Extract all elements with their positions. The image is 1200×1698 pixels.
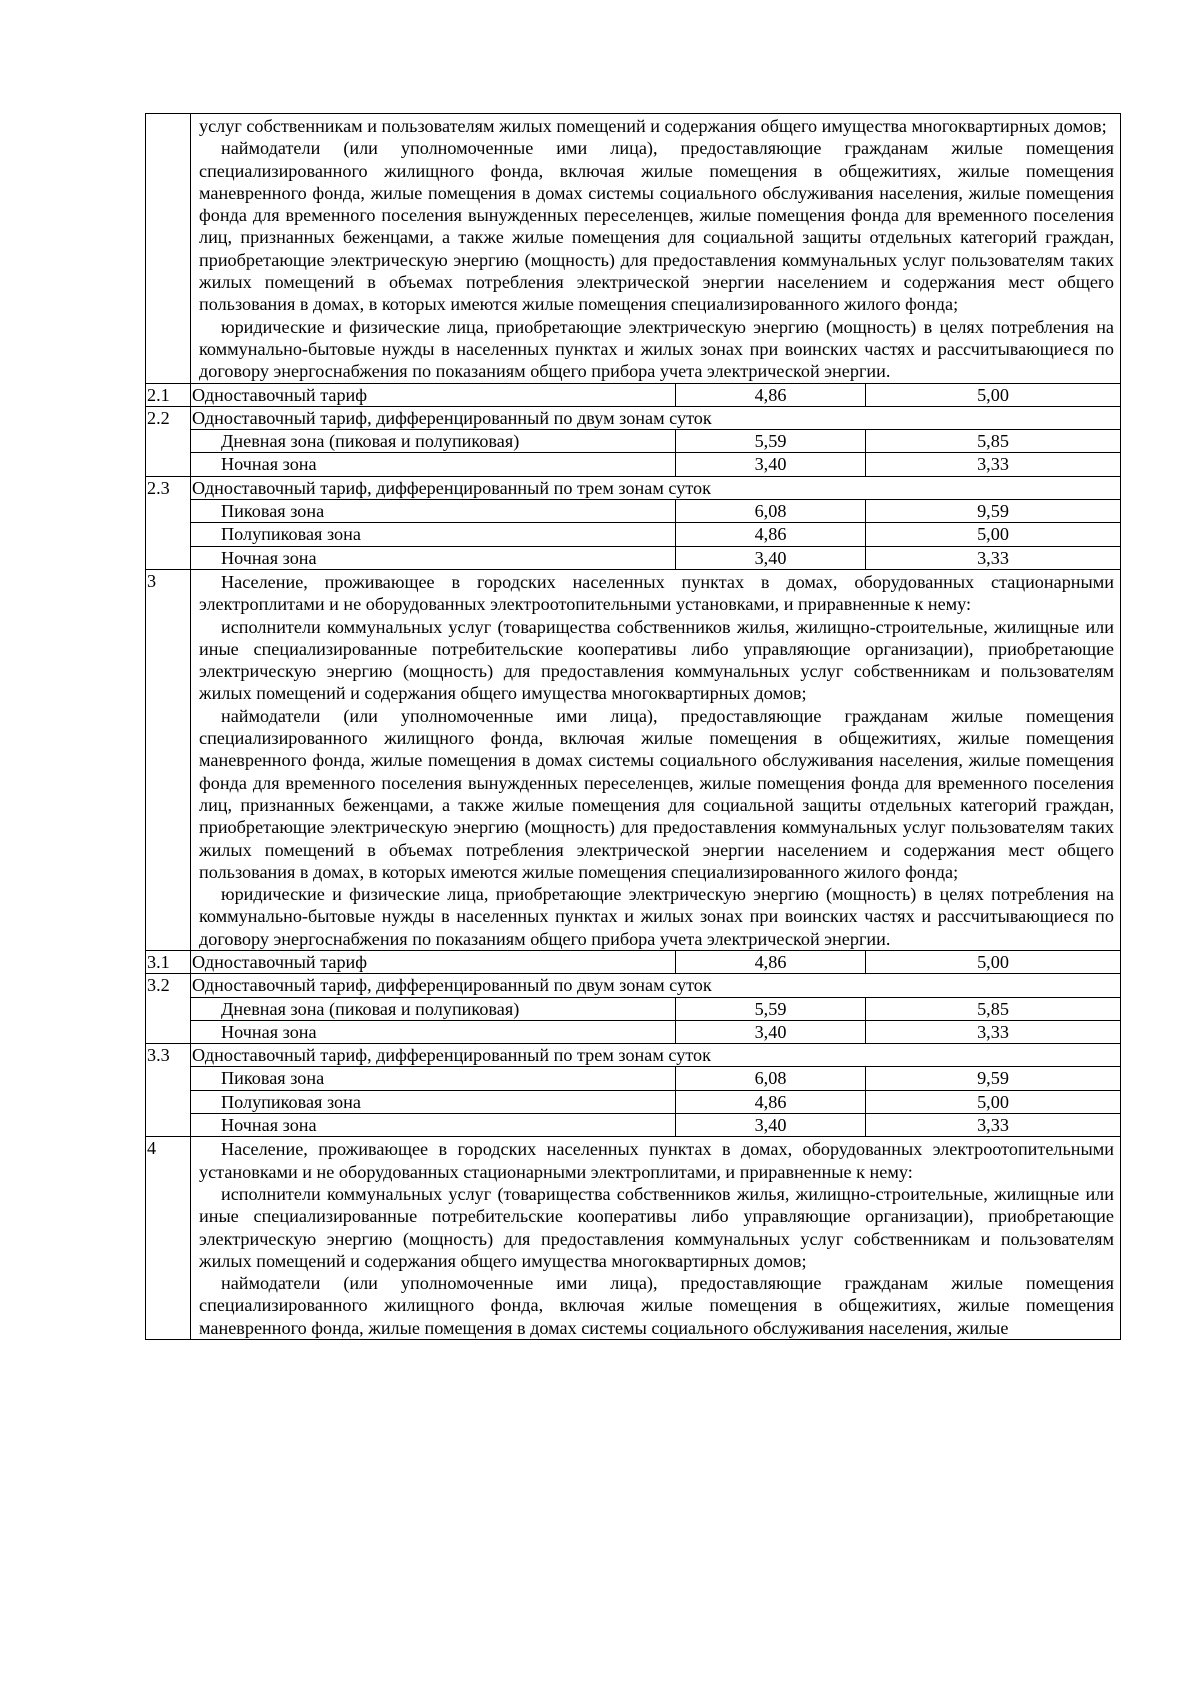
row-number: 2.3 <box>146 476 191 499</box>
tariff-value-1: 6,08 <box>676 500 866 523</box>
table-row <box>146 546 1121 569</box>
tariff-value-2: 5,00 <box>866 1090 1121 1113</box>
tariff-table <box>145 113 1121 1340</box>
row-number <box>146 1114 191 1137</box>
row-number: 3.3 <box>146 1044 191 1067</box>
paragraph: наймодатели (или уполномоченные ими лица), предоставляющие гражданам жилые помещения специализированного жилищного фонда, включая жилые помещения в общежитиях, жилые помещения маневренного фонда, жилые помещения в домах системы социального обслуживания населения, жилые <box>199 1273 1114 1338</box>
zone-label: Полупиковая зона <box>191 523 676 546</box>
tariff-value-2: 3,33 <box>866 453 1121 476</box>
zone-label: Дневная зона (пиковая и полупиковая) <box>191 430 676 453</box>
paragraph: юридические и физические лица, приобретающие электрическую энергию (мощность) в целях потребления на коммунально-бытовые нужды в населенных пунктах и жилых зонах при воинских частях и рассчитывающиеся по договору энергоснабжения по показаниям общего прибора учета электрической энергии. <box>199 316 1114 382</box>
table-row <box>146 383 1121 406</box>
row-number <box>146 1067 191 1090</box>
section-4-description <box>191 1137 1121 1340</box>
zone-label: Ночная зона <box>191 1114 676 1137</box>
tariff-value-1: 5,59 <box>676 430 866 453</box>
tariff-value-1: 3,40 <box>676 1114 866 1137</box>
table-row <box>146 1090 1121 1113</box>
paragraph: юридические и физические лица, приобретающие электрическую энергию (мощность) в целях потребления на коммунально-бытовые нужды в населенных пунктах и жилых зонах при воинских частях и рассчитывающиеся по договору энергоснабжения по показаниям общего прибора учета электрической энергии. <box>199 884 1114 949</box>
tariff-label: Одноставочный тариф <box>191 383 676 406</box>
tariff-value-2: 3,33 <box>866 1020 1121 1043</box>
table-row <box>146 430 1121 453</box>
row-number <box>146 546 191 569</box>
tariff-value-1: 4,86 <box>676 523 866 546</box>
row-number: 2.2 <box>146 406 191 429</box>
tariff-value-2: 5,85 <box>866 997 1121 1020</box>
table-row <box>146 1020 1121 1043</box>
section-2-description-row <box>146 114 1121 384</box>
row-number <box>146 997 191 1020</box>
paragraph: исполнители коммунальных услуг (товарищества собственников жилья, жилищно-строительные, жилищные или иные специализированные потребительские кооперативы либо управляющие организации), приобретающие электрическую энергию (мощность) для предоставления коммунальных услуг собственникам и пользователям жилых помещений и содержания общего имущества многоквартирных домов; <box>199 1183 1114 1271</box>
paragraph: Население, проживающее в городских населенных пунктах в домах, оборудованных электроотопительными установками и не оборудованных стационарными электроплитами, и приравненные к нему: <box>199 1139 1114 1182</box>
tariff-value-2: 5,85 <box>866 430 1121 453</box>
document-page <box>145 113 1120 1340</box>
section-number-cell <box>146 114 191 384</box>
paragraph: наймодатели (или уполномоченные ими лица), предоставляющие гражданам жилые помещения специализированного жилищного фонда, включая жилые помещения в общежитиях, жилые помещения маневренного фонда, жилые помещения в домах системы социального обслуживания населения, жилые помещения фонда для временного поселения вынужденных переселенцев, жилые помещения фонда для временного поселения лиц, признанных беженцами, а также жилые помещения для социальной защиты отдельных категорий граждан, приобретающие электрическую энергию (мощность) для предоставления коммунальных услуг пользователям таких жилых помещений в объемах потребления электрической энергии населением и содержания мест общего пользования в домах, в которых имеются жилые помещения специализированного жилого фонда; <box>199 705 1114 882</box>
row-number <box>146 523 191 546</box>
tariff-value-2: 3,33 <box>866 546 1121 569</box>
zone-label: Пиковая зона <box>191 500 676 523</box>
tariff-group-label: Одноставочный тариф, дифференцированный по двум зонам суток <box>191 974 1121 997</box>
zone-label: Ночная зона <box>191 1020 676 1043</box>
tariff-value-1: 4,86 <box>676 1090 866 1113</box>
tariff-group-label: Одноставочный тариф, дифференцированный по трем зонам суток <box>191 1044 1121 1067</box>
tariff-value-2: 9,59 <box>866 500 1121 523</box>
tariff-value-1: 4,86 <box>676 383 866 406</box>
table-row <box>146 997 1121 1020</box>
paragraph: исполнители коммунальных услуг (товарищества собственников жилья, жилищно-строительные, жилищные или иные специализированные потребительские кооперативы либо управляющие организации), приобретающие электрическую энергию (мощность) для предоставления коммунальных услуг собственникам и пользователям жилых помещений и содержания общего имущества многоквартирных домов; <box>199 616 1114 704</box>
section-number-cell: 4 <box>146 1137 191 1340</box>
table-row <box>146 1044 1121 1067</box>
tariff-value-2: 5,00 <box>866 523 1121 546</box>
tariff-value-1: 5,59 <box>676 997 866 1020</box>
paragraph: Население, проживающее в городских населенных пунктах в домах, оборудованных стационарными электроплитами и не оборудованных электроотопительными установками, и приравненные к нему: <box>199 571 1114 615</box>
section-2-description <box>191 114 1121 384</box>
row-number <box>146 430 191 453</box>
row-number <box>146 453 191 476</box>
table-row <box>146 406 1121 429</box>
table-row <box>146 523 1121 546</box>
row-number <box>146 1090 191 1113</box>
paragraph: наймодатели (или уполномоченные ими лица), предоставляющие гражданам жилые помещения специализированного жилищного фонда, включая жилые помещения в общежитиях, жилые помещения маневренного фонда, жилые помещения в домах системы социального обслуживания населения, жилые помещения фонда для временного поселения вынужденных переселенцев, жилые помещения фонда для временного поселения лиц, признанных беженцами, а также жилые помещения для социальной защиты отдельных категорий граждан, приобретающие электрическую энергию (мощность) для предоставления коммунальных услуг пользователям таких жилых помещений в объемах потребления электрической энергии населением и содержания мест общего пользования в домах, в которых имеются жилые помещения специализированного жилого фонда; <box>199 138 1114 315</box>
row-number: 3.2 <box>146 974 191 997</box>
table-row <box>146 476 1121 499</box>
zone-label: Полупиковая зона <box>191 1090 676 1113</box>
section-4-description-row <box>146 1137 1121 1340</box>
table-row <box>146 950 1121 973</box>
table-row <box>146 974 1121 997</box>
tariff-value-2: 9,59 <box>866 1067 1121 1090</box>
tariff-value-2: 5,00 <box>866 950 1121 973</box>
row-number: 2.1 <box>146 383 191 406</box>
row-number <box>146 500 191 523</box>
section-number-cell: 3 <box>146 569 191 950</box>
table-row <box>146 500 1121 523</box>
section-3-description-row <box>146 569 1121 950</box>
zone-label: Ночная зона <box>191 546 676 569</box>
tariff-group-label: Одноставочный тариф, дифференцированный по двум зонам суток <box>191 406 1121 429</box>
zone-label: Ночная зона <box>191 453 676 476</box>
zone-label: Пиковая зона <box>191 1067 676 1090</box>
tariff-value-2: 3,33 <box>866 1114 1121 1137</box>
table-row <box>146 1067 1121 1090</box>
table-row <box>146 453 1121 476</box>
tariff-value-1: 4,86 <box>676 950 866 973</box>
tariff-group-label: Одноставочный тариф, дифференцированный по трем зонам суток <box>191 476 1121 499</box>
table-row <box>146 1114 1121 1137</box>
tariff-value-2: 5,00 <box>866 383 1121 406</box>
row-number: 3.1 <box>146 950 191 973</box>
row-number <box>146 1020 191 1043</box>
tariff-value-1: 6,08 <box>676 1067 866 1090</box>
tariff-value-1: 3,40 <box>676 1020 866 1043</box>
section-3-description <box>191 569 1121 950</box>
zone-label: Дневная зона (пиковая и полупиковая) <box>191 997 676 1020</box>
tariff-value-1: 3,40 <box>676 453 866 476</box>
paragraph: услуг собственникам и пользователям жилых помещений и содержания общего имущества многоквартирных домов; <box>199 116 1107 136</box>
tariff-value-1: 3,40 <box>676 546 866 569</box>
tariff-label: Одноставочный тариф <box>191 950 676 973</box>
